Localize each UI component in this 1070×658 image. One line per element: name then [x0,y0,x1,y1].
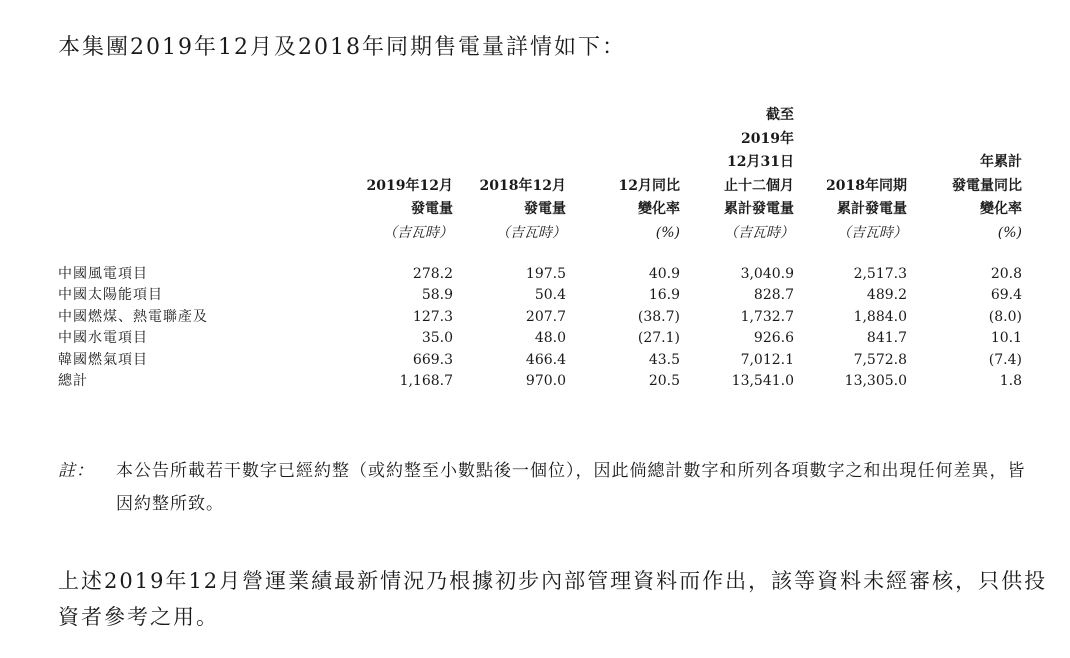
table-cell: 466.4 [525,351,566,368]
column-header: 2018年12月 發電量 [479,177,566,217]
table-cell: 13,305.0 [844,373,907,389]
table-row [58,307,1022,329]
row-label: 總計 [58,373,88,389]
table-row [58,328,1022,350]
table-cell: 16.9 [648,287,680,303]
table-cell: 69.4 [990,287,1022,303]
column-header: 12月同比 變化率 [618,177,680,217]
column-header: 截至 2019年 12月31日 止十二個月 累計發電量 [724,107,794,217]
generation-table [58,104,1022,393]
table-cell: 40.9 [648,265,680,282]
column-unit: （吉瓦時） [496,224,566,241]
closing-paragraph: 上述2019年12月營運業績最新情況乃根據初步內部管理資料而作出，該等資料未經審核，只供投資者參考之用。 [58,569,1048,629]
column-unit: (%) [655,224,680,241]
table-row [58,244,1022,286]
table-cell: (8.0) [988,308,1022,325]
row-label: 中國風電項目 [58,265,148,282]
table-header-row [58,104,1022,222]
table-cell: 828.7 [753,287,794,303]
column-header: 2018年同期 累計發電量 [826,177,907,217]
table-cell: 20.5 [648,373,680,389]
row-label: 中國燃煤、熱電聯產及 [58,308,208,325]
table-cell: 3,040.9 [740,265,794,282]
header-blank [58,104,258,222]
note-text: 本公告所載若干數字已經約整（或約整至小數點後一個位），因此倘總計數字和所列各項數字之和出現任何差異，皆因約整所致。 [116,461,1026,514]
row-label: 中國太陽能項目 [58,287,163,303]
table-cell: 2,517.3 [853,265,907,282]
table-row [58,350,1022,372]
table-cell: 970.0 [525,373,566,389]
table-cell: 207.7 [525,308,566,325]
table-row [58,371,1022,393]
table-cell: 1,732.7 [740,308,794,325]
table-cell: 58.9 [421,287,453,303]
column-unit: (%) [997,224,1022,241]
note-label: 註： [58,461,94,481]
table-cell: 1.8 [999,373,1022,389]
table-cell: 669.3 [412,351,453,368]
note [58,455,1038,521]
table-cell: 1,168.7 [399,373,453,389]
table-cell: 127.3 [412,308,453,325]
column-unit: （吉瓦時） [837,224,907,241]
table-cell: 48.0 [534,330,566,346]
intro-paragraph: 本集團2019年12月及2018年同期售電量詳情如下： [58,35,626,60]
table-unit-row [58,222,1022,244]
table-cell: 1,884.0 [853,308,907,325]
table-cell: 20.8 [990,265,1022,282]
row-label: 韓國燃氣項目 [58,351,148,368]
table-cell: 489.2 [866,287,907,303]
table-cell: 278.2 [412,265,453,282]
column-unit: （吉瓦時） [383,224,453,241]
column-header: 年累計 發電量同比 變化率 [952,154,1022,217]
table-cell: 7,012.1 [740,351,794,368]
table-cell: 43.5 [648,351,680,368]
table-cell: (7.4) [988,351,1022,368]
row-label: 中國水電項目 [58,330,148,346]
unit-blank [58,222,258,244]
table-cell: (38.7) [637,308,680,325]
table-cell: 10.1 [990,330,1022,346]
table-row [58,285,1022,307]
table-cell: 197.5 [525,265,566,282]
column-unit: （吉瓦時） [724,224,794,241]
table-cell: 7,572.8 [853,351,907,368]
column-header: 2019年12月 發電量 [366,177,453,217]
table-body [58,244,1022,393]
table-cell: 841.7 [866,330,907,346]
table-cell: 926.6 [753,330,794,346]
table-cell: 35.0 [421,330,453,346]
table-cell: 50.4 [534,287,566,303]
table-cell: 13,541.0 [731,373,794,389]
table-cell: (27.1) [637,330,680,346]
